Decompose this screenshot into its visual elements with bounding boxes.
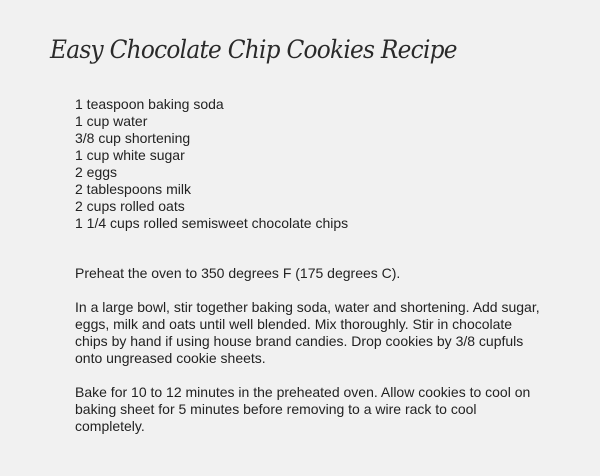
direction-step: Bake for 10 to 12 minutes in the preheated oven. Allow cookies to cool on baking sheet for 5 minutes before removing to a wire rack to cool completely. <box>75 384 531 434</box>
directions <box>75 265 545 452</box>
ingredient-item: 3/8 cup shortening <box>75 130 191 146</box>
ingredient-item: 1 cup white sugar <box>75 147 185 163</box>
ingredient-item: 2 eggs <box>75 164 118 180</box>
ingredient-list <box>75 96 348 232</box>
ingredient-item: 1 cup water <box>75 113 148 129</box>
ingredient-item: 1 teaspoon baking soda <box>75 96 224 112</box>
ingredient-item: 2 tablespoons milk <box>75 181 191 197</box>
ingredient-item: 1 1/4 cups rolled semisweet chocolate chips <box>75 215 349 231</box>
direction-step: Preheat the oven to 350 degrees F (175 degrees C). <box>75 265 401 281</box>
ingredient-item: 2 cups rolled oats <box>75 198 185 214</box>
recipe-title: Easy Chocolate Chip Cookies Recipe <box>50 35 457 64</box>
direction-step: In a large bowl, stir together baking soda, water and shortening. Add sugar, eggs, milk and oats until well blended. Mix thoroughly. Stir in chocolate chips by hand if using house brand candies. Drop cookies by 3/8 cupfuls onto ungreased cookie sheets. <box>75 299 540 366</box>
